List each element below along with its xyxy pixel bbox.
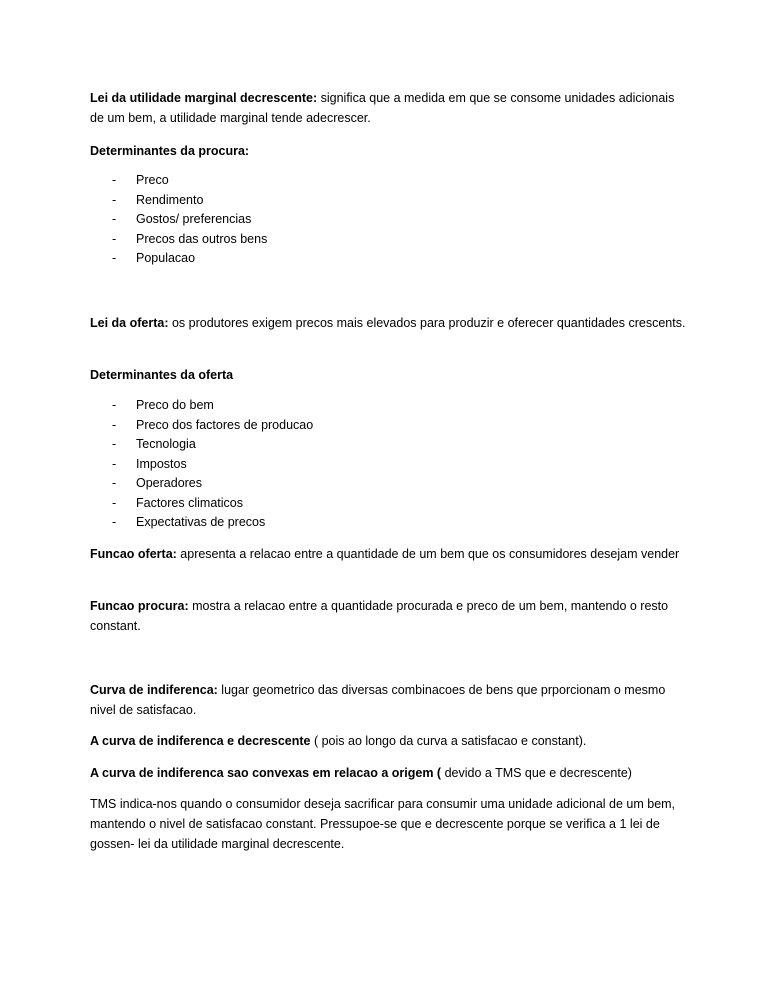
list-item-text: Precos das outros bens: [136, 231, 268, 246]
text-curva-indiferenca: lugar geometrico das diversas combinacoes de bens que prporcionam o mesmo nivel de satisfacao.: [90, 683, 666, 717]
term-funcao-oferta: Funcao oferta:: [90, 547, 177, 561]
list-item-text: Factores climaticos: [136, 495, 243, 510]
paragraph-utilidade-marginal: [90, 88, 690, 128]
list-dash: -: [112, 476, 117, 490]
paragraph-curva-indiferenca: [90, 680, 690, 720]
paragraph-funcao-procura: [90, 596, 690, 636]
term-funcao-procura: Funcao procura:: [90, 599, 189, 613]
term-curva-indiferenca: Curva de indiferenca:: [90, 683, 218, 697]
list-item-text: Preco do bem: [136, 398, 214, 412]
list-item-text: Operadores: [136, 476, 203, 490]
list-item-text: Rendimento: [136, 192, 204, 207]
term-curva-convexa: A curva de indiferenca sao convexas em relacao a origem (: [90, 766, 442, 780]
paragraph-curva-decrescente: [90, 731, 690, 751]
paragraph-tms: TMS indica-nos quando o consumidor deseja sacrificar para consumir uma unidade adicional de um bem, mantendo o nivel de satisfacao constant. Pressupoe-se que e decrescente porque se verifica a 1 lei de gossen- lei da utilidade marginal decrescente.: [90, 797, 676, 851]
text-utilidade-marginal: significa que a medida em que se consome unidades adicionais de um bem, a utilidade marginal tende adecrescer.: [90, 91, 675, 125]
list-dash: -: [112, 231, 117, 246]
list-dash: -: [112, 417, 117, 432]
text-curva-decrescente: ( pois ao longo da curva a satisfacao e constant).: [310, 734, 587, 748]
list-item-text: Tecnologia: [136, 437, 196, 451]
list-item-text: Preco: [136, 173, 169, 187]
list-dash: -: [112, 212, 117, 226]
list-item-text: Expectativas de precos: [136, 515, 266, 529]
list-dash: -: [112, 192, 117, 207]
list-dash: -: [112, 456, 117, 471]
list-dash: -: [112, 495, 117, 510]
term-utilidade-marginal: Lei da utilidade marginal decrescente:: [90, 91, 318, 105]
list-item-text: Gostos/ preferencias: [136, 212, 252, 226]
list-item-text: Populacao: [136, 251, 196, 265]
list-item-text: Preco dos factores de producao: [136, 417, 314, 432]
list-item-text: Impostos: [136, 456, 187, 471]
list-dash: -: [112, 437, 117, 451]
text-funcao-procura: mostra a relacao entre a quantidade procurada e preco de um bem, mantendo o resto constant.: [90, 599, 669, 633]
term-curva-decrescente: A curva de indiferenca e decrescente: [90, 734, 311, 748]
heading-determinantes-procura: Determinantes da procura:: [90, 144, 250, 158]
heading-determinantes-oferta: Determinantes da oferta: [90, 368, 234, 382]
paragraph-lei-oferta: [90, 313, 690, 333]
paragraph-funcao-oferta: [90, 544, 690, 564]
text-curva-convexa: devido a TMS que e decrescente): [441, 766, 632, 780]
paragraph-curva-convexa: [90, 763, 690, 783]
list-dash: -: [112, 173, 117, 187]
text-funcao-oferta: apresenta a relacao entre a quantidade de um bem que os consumidores desejam vender: [176, 547, 680, 561]
text-lei-oferta: os produtores exigem precos mais elevados para produzir e oferecer quantidades crescents.: [168, 316, 686, 330]
list-dash: -: [112, 515, 117, 529]
term-lei-oferta: Lei da oferta:: [90, 316, 169, 330]
list-dash: -: [112, 251, 117, 265]
list-dash: -: [112, 398, 117, 412]
